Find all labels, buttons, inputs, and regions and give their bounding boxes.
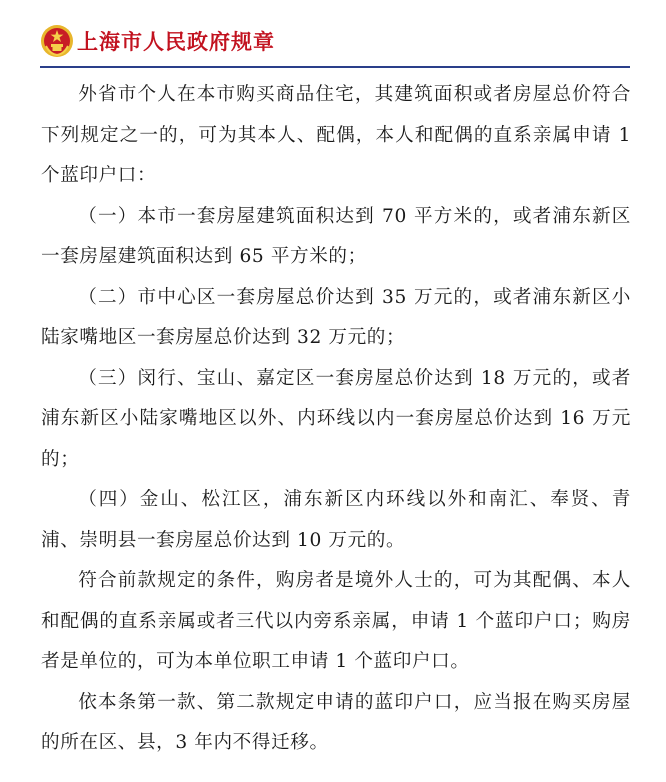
clause-1-paragraph: （一）本市一套房屋建筑面积达到 70 平方米的，或者浦东新区一套房屋建筑面积达到 65 平方米的； — [41, 205, 631, 267]
foreign-buyer-paragraph: 符合前款规定的条件，购房者是境外人士的，可为其配偶、本人和配偶的直系亲属或者三代以内旁系亲属，申请 1 个蓝印户口；购房者是单位的，可为本单位职工申请 1 个蓝印户口。 — [41, 570, 631, 672]
clause-2-paragraph: （二）市中心区一套房屋总价达到 35 万元的，或者浦东新区小陆家嘴地区一套房屋总价达到 32 万元的； — [41, 286, 631, 348]
clause-3-paragraph: （三）闵行、宝山、嘉定区一套房屋总价达到 18 万元的，或者浦东新区小陆家嘴地区以外、内环线以内一套房屋总价达到 16 万元的； — [41, 367, 631, 470]
header-title: 上海市人民政府规章 — [77, 30, 275, 54]
intro-paragraph: 外省市个人在本市购买商品住宅，其建筑面积或者房屋总价符合下列规定之一的，可为其本人、配偶，本人和配偶的直系亲属申请 1 个蓝印户口： — [41, 84, 631, 186]
regulation-body — [41, 75, 631, 764]
national-emblem-icon — [40, 24, 74, 58]
residence-restriction-paragraph: 依本条第一款、第二款规定申请的蓝印户口，应当报在购买房屋的所在区、县，3 年内不得迁移。 — [41, 691, 631, 753]
clause-4-paragraph: （四）金山、松江区，浦东新区内环线以外和南汇、奉贤、青浦、崇明县一套房屋总价达到 10 万元的。 — [41, 489, 631, 551]
header-divider — [40, 66, 630, 68]
page-header — [0, 0, 666, 72]
